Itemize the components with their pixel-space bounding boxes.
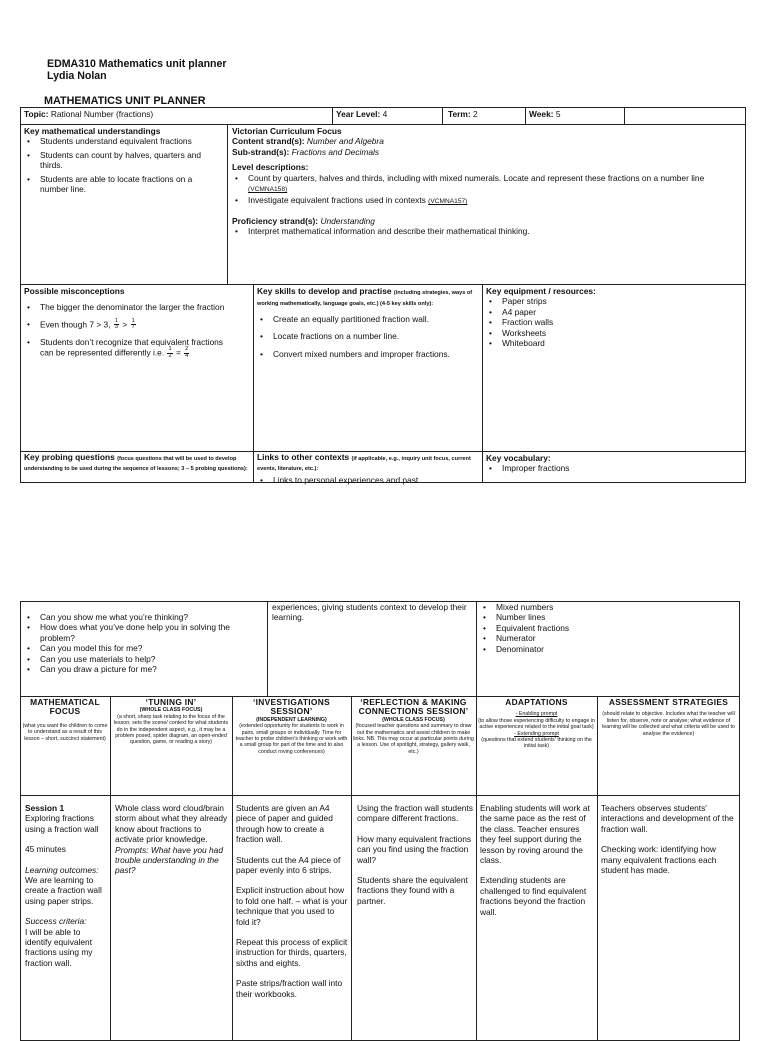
level-heading: Level descriptions: bbox=[232, 162, 309, 173]
level-text: Investigate equivalent fractions used in contexts bbox=[248, 195, 426, 206]
proficiency-list bbox=[232, 226, 742, 236]
column-title: ADAPTATIONS bbox=[505, 697, 568, 707]
proficiency-label: Proficiency strand(s): bbox=[232, 215, 319, 226]
column-divider bbox=[597, 696, 598, 1041]
vocabulary-cell-head bbox=[486, 453, 742, 474]
week-value: 5 bbox=[555, 109, 561, 119]
probing-cell bbox=[24, 612, 264, 674]
understandings-list bbox=[24, 136, 222, 194]
session-adaptations-cell bbox=[480, 803, 594, 917]
column-divider bbox=[624, 107, 625, 124]
proficiency-strand bbox=[232, 216, 742, 226]
operator: = bbox=[175, 347, 181, 358]
column-title: ASSESSMENT STRATEGIES bbox=[608, 697, 729, 707]
column-divider bbox=[482, 284, 483, 483]
topic-label: Topic: bbox=[24, 109, 49, 119]
row-divider bbox=[20, 124, 746, 125]
list-item bbox=[24, 319, 250, 331]
year-label: Year Level: bbox=[336, 109, 381, 119]
list-item: • Mixed numbers bbox=[480, 602, 736, 612]
course-title: EDMA310 Mathematics unit planner bbox=[47, 58, 227, 70]
equipment-heading: Key equipment / resources: bbox=[486, 286, 596, 296]
numerator: 1 bbox=[114, 317, 118, 324]
tuning-text: Whole class word cloud/brain storm about what they already know about fractions to activate prior knowledge. bbox=[115, 803, 228, 845]
column-divider bbox=[332, 107, 333, 124]
list-item: • Fraction walls bbox=[486, 317, 742, 327]
investigation-step: Explicit instruction about how to fold one half. – what is your technique that you used to fold it? bbox=[236, 885, 348, 927]
misconceptions-cell bbox=[24, 286, 250, 360]
numerator: 1 bbox=[131, 317, 135, 324]
column-description: (what you want the children to come to understand as a result of this lesson – short, succinct statement) bbox=[22, 722, 108, 742]
session-assessment-cell bbox=[601, 803, 735, 875]
column-divider bbox=[351, 696, 352, 1041]
curriculum-code-link[interactable]: (VCMNA158) bbox=[248, 186, 288, 194]
list-item: • Locate fractions on a number line. bbox=[257, 331, 479, 341]
reflection-point: Students share the equivalent fractions they found with a partner. bbox=[357, 875, 468, 906]
column-header-tuning bbox=[112, 698, 230, 746]
reflection-point: Using the fraction wall students compare different fractions. bbox=[357, 803, 473, 824]
tuning-prompt: Prompts: What have you had trouble understanding in the past? bbox=[115, 844, 223, 876]
enabling-prompt-label: - Enabling prompt bbox=[515, 711, 558, 718]
misconceptions-heading: Possible misconceptions bbox=[24, 286, 125, 296]
session-reflection-cell bbox=[357, 803, 473, 906]
list-item: • Can you model this for me? bbox=[24, 643, 264, 653]
equipment-list bbox=[486, 296, 742, 348]
denominator: 4 bbox=[185, 353, 189, 359]
column-header-reflection bbox=[353, 698, 474, 755]
operator: > bbox=[122, 319, 128, 330]
fraction bbox=[167, 347, 172, 359]
list-item: • Interpret mathematical information and describe their mathematical thinking. bbox=[232, 226, 742, 236]
numerator: 1 bbox=[168, 346, 172, 353]
term-value: 2 bbox=[472, 109, 478, 119]
investigation-step: Students are given an A4 piece of paper and guided through how to create a fraction wall. bbox=[236, 803, 333, 845]
list-item: • Denominator bbox=[480, 644, 736, 654]
probing-list bbox=[24, 612, 264, 674]
sub-strand-value: Fractions and Decimals bbox=[291, 146, 380, 157]
skills-cell bbox=[257, 286, 479, 359]
skills-heading: Key skills to develop and practise bbox=[257, 286, 392, 296]
list-item: • A4 paper bbox=[486, 307, 742, 317]
adaptation-point: Enabling students will work at the same pace as the rest of the class. Teacher ensures they feel support during the lesson by roving around the class. bbox=[480, 803, 590, 866]
links-cell-head bbox=[257, 453, 479, 485]
column-header-investigations bbox=[234, 698, 349, 755]
list-item: • Numerator bbox=[480, 633, 736, 643]
session-tuning-cell bbox=[115, 803, 229, 876]
probing-cell-head bbox=[24, 453, 250, 473]
curriculum-code-link[interactable]: (VCMNA157) bbox=[428, 198, 468, 206]
curriculum-heading: Victorian Curriculum Focus bbox=[232, 126, 342, 136]
proficiency-value: Understanding bbox=[320, 215, 375, 226]
topic-value: Rational Number (fractions) bbox=[50, 109, 154, 119]
level-list bbox=[232, 173, 742, 208]
column-header-focus bbox=[22, 698, 108, 742]
skills-note: (including strategies, ways of working mathematically, language goals, etc.) (4-5 key skills only): bbox=[257, 290, 473, 307]
fraction bbox=[184, 347, 189, 359]
vocabulary-list-more bbox=[480, 602, 736, 654]
list-item bbox=[232, 173, 742, 196]
list-item: • Paper strips bbox=[486, 296, 742, 306]
column-divider bbox=[442, 107, 443, 124]
vocabulary-heading: Key vocabulary: bbox=[486, 453, 551, 463]
list-item: • Equivalent fractions bbox=[480, 623, 736, 633]
term-field bbox=[448, 109, 478, 119]
criteria-text: I will be able to identify equivalent fractions using my fraction wall. bbox=[25, 926, 93, 968]
column-divider bbox=[476, 601, 477, 696]
week-field bbox=[529, 109, 561, 119]
row-divider bbox=[20, 795, 740, 796]
criteria-label: Success criteria: bbox=[25, 916, 87, 927]
links-note: (if applicable, e.g., inquiry unit focus, current events, literature, etc.): bbox=[257, 456, 471, 472]
equipment-cell bbox=[486, 286, 742, 348]
column-divider bbox=[110, 696, 111, 1041]
row-divider bbox=[20, 284, 746, 285]
list-item: • Can you show me what you’re thinking? bbox=[24, 612, 264, 622]
author-name: Lydia Nolan bbox=[47, 70, 107, 82]
column-divider bbox=[267, 601, 268, 696]
column-subtitle: (WHOLE CLASS FOCUS) bbox=[139, 707, 203, 714]
investigation-step: Paste strips/fraction wall into their workbooks. bbox=[236, 978, 343, 999]
session-description: Exploring fractions using a fraction wall bbox=[25, 813, 99, 834]
adaptation-point: Extending students are challenged to find equivalent fractions beyond the fraction wall. bbox=[480, 875, 587, 917]
column-title: MATHEMATICAL FOCUS bbox=[30, 697, 100, 717]
links-continued: experiences, giving students context to develop their learning. bbox=[272, 602, 467, 623]
column-divider bbox=[476, 696, 477, 1041]
list-item: • Create an equally partitioned fraction wall. bbox=[257, 314, 479, 324]
vocabulary-list bbox=[486, 463, 742, 473]
investigation-step: Repeat this process of explicit instruction for thirds, quarters, sixths and eights. bbox=[236, 937, 348, 968]
content-strand-value: Number and Algebra bbox=[306, 136, 384, 147]
investigation-step: Students cut the A4 piece of paper evenly into 6 strips. bbox=[236, 854, 341, 876]
list-item bbox=[24, 337, 250, 360]
level-text: Count by quarters, halves and thirds, including with mixed numerals. Locate and represent these fractions on a number line bbox=[248, 172, 705, 183]
fraction bbox=[131, 319, 136, 331]
understandings-heading: Key mathematical understandings bbox=[24, 126, 161, 136]
list-item: • The bigger the denominator the larger the fraction bbox=[24, 302, 250, 312]
outcomes-label: Learning outcomes: bbox=[25, 864, 99, 875]
denominator: 7 bbox=[131, 324, 135, 331]
reflection-point: How many equivalent fractions can you find using the fraction wall? bbox=[357, 833, 472, 865]
content-strand bbox=[232, 136, 742, 146]
list-item bbox=[232, 195, 742, 207]
list-item: • Can you use materials to help? bbox=[24, 654, 264, 664]
list-item: • Can you draw a picture for me? bbox=[24, 664, 264, 674]
misconceptions-list bbox=[24, 302, 250, 359]
list-item: • Improper fractions bbox=[486, 463, 742, 473]
list-item: • Number lines bbox=[480, 612, 736, 622]
year-value: 4 bbox=[382, 109, 388, 119]
assessment-point: Checking work: identifying how many equivalent fractions each student has made. bbox=[601, 844, 717, 876]
column-title: ‘REFLECTION & MAKING CONNECTIONS SESSION’ bbox=[358, 697, 469, 717]
session-title: Session 1 bbox=[25, 803, 65, 813]
column-subtitle: (WHOLE CLASS FOCUS) bbox=[382, 716, 445, 723]
session-investigations-cell bbox=[236, 803, 348, 999]
list-item: • Links to personal experiences and past bbox=[257, 475, 479, 485]
session-duration: 45 minutes bbox=[25, 844, 66, 855]
column-description: (should relate to objective. Includes what the teacher will listen for, observe, note or analyse; what evidence of learning will be collected and what criteria will be used to analyse the evidence) bbox=[602, 711, 735, 737]
column-title: ‘TUNING IN’ bbox=[145, 697, 197, 707]
content-strand-label: Content strand(s): bbox=[232, 136, 305, 147]
list-item: • Students are able to locate fractions on a number line. bbox=[24, 174, 222, 195]
probing-note: (focus questions that will be used to develop understanding to be used during the sequence of lessons; 3 – 5 probing questions): bbox=[24, 456, 248, 472]
fraction bbox=[114, 319, 119, 331]
column-title: ‘INVESTIGATIONS SESSION’ bbox=[253, 697, 330, 717]
column-subtitle: (INDEPENDENT LEARNING) bbox=[256, 716, 327, 723]
extending-prompt-label: - Extending prompt bbox=[514, 730, 559, 737]
misconception-text bbox=[40, 347, 250, 359]
links-heading: Links to other contexts bbox=[257, 452, 350, 462]
misconception-text: Even though 7 > 3, bbox=[40, 319, 111, 330]
list-item: • Worksheets bbox=[486, 328, 742, 338]
column-description: (focused teacher questions and summary to draw out the mathematics and assist children to make links. NB. This may occur at particular points during a lesson. Use of spotlight, strategy, gallery walk, etc.) bbox=[353, 723, 474, 755]
assessment-point: Teachers observes students' interactions and development of the fraction wall. bbox=[601, 803, 734, 834]
denominator: 3 bbox=[114, 324, 118, 331]
column-header-assessment bbox=[599, 698, 738, 737]
list-item: • Whiteboard bbox=[486, 338, 742, 348]
vocabulary-continued bbox=[480, 602, 736, 654]
list-item: • Students understand equivalent fractions bbox=[24, 136, 222, 146]
planner-title: MATHEMATICS UNIT PLANNER bbox=[44, 95, 206, 107]
topic-field bbox=[24, 109, 153, 119]
skills-heading-block bbox=[257, 286, 479, 308]
row-divider bbox=[20, 451, 746, 452]
list-item: • How does what you’ve done help you in solving the problem? bbox=[24, 622, 264, 643]
understandings-cell bbox=[24, 126, 222, 194]
probing-heading: Key probing questions bbox=[24, 452, 115, 462]
week-label: Week: bbox=[529, 109, 554, 119]
column-description: (questions that extend students' thinking on the initial task) bbox=[481, 737, 592, 750]
column-description: (a short, sharp task relating to the focus of the lesson; sets the scene/ context for what students do in the independent aspect, e.g., it may be a problem posed, spider diagram, an open-ended question, game, or reading a story) bbox=[113, 713, 229, 746]
column-divider bbox=[525, 107, 526, 124]
column-header-adaptations bbox=[478, 698, 595, 750]
column-description: (to allow those experiencing difficulty to engage in active experiences related to the initial goal task) bbox=[478, 717, 595, 731]
sub-strand bbox=[232, 147, 742, 157]
numerator: 2 bbox=[185, 346, 189, 353]
skills-list bbox=[257, 314, 479, 359]
column-divider bbox=[253, 284, 254, 483]
column-description: (extended opportunity for students to work in pairs, small groups or individually. Time for teacher to probe children’s thinking or work with a small group for part of the time and to also conduct roving conferences) bbox=[235, 723, 348, 755]
year-field bbox=[336, 109, 387, 119]
column-divider bbox=[232, 696, 233, 1041]
curriculum-cell bbox=[232, 126, 742, 237]
session-focus-cell bbox=[25, 803, 107, 968]
misconception-text: • Students don’t recognize that equivalent fractions bbox=[40, 337, 223, 347]
links-list bbox=[257, 475, 479, 485]
denominator: 2 bbox=[168, 353, 172, 359]
list-item: • Convert mixed numbers and improper fractions. bbox=[257, 349, 479, 359]
term-label: Term: bbox=[448, 109, 471, 119]
column-divider bbox=[227, 124, 228, 284]
list-item: • Students can count by halves, quarters and thirds. bbox=[24, 150, 222, 171]
outcomes-text: We are learning to create a fraction wall using paper strips. bbox=[25, 875, 102, 906]
sub-strand-label: Sub-strand(s): bbox=[232, 146, 290, 157]
misconception-text-part: can be represented differently i.e. bbox=[40, 347, 165, 358]
